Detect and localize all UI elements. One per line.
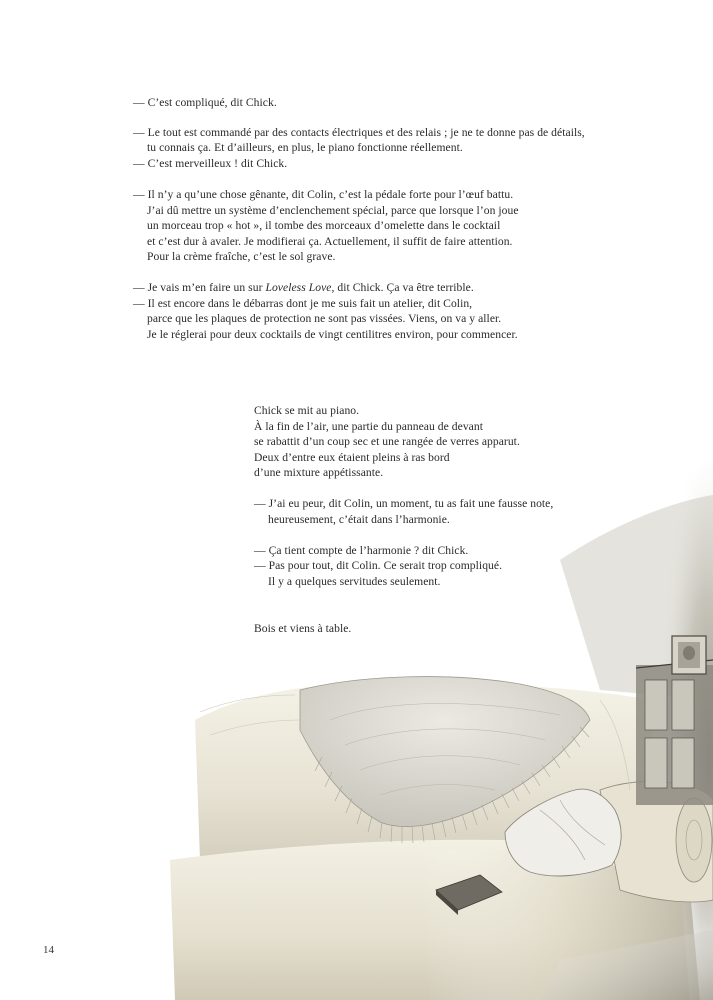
text-line: À la fin de l’air, une partie du panneau de devant — [254, 420, 483, 433]
text-line: Il y a quelques servitudes seulement. — [268, 575, 441, 588]
text-line: Deux d’entre eux étaient pleins à ras bord — [254, 451, 450, 464]
text-line: Pour la crème fraîche, c’est le sol grave. — [147, 250, 336, 263]
text-line: Chick se mit au piano. — [254, 404, 360, 417]
text-line: Bois et viens à table. — [254, 622, 352, 635]
text-line: heureusement, c’était dans l’harmonie. — [268, 513, 450, 526]
text-line: et c’est dur à avaler. Je modifierai ça. Actuellement, il suffit de faire attention. — [147, 235, 513, 248]
text-line: — C’est merveilleux ! dit Chick. — [133, 157, 288, 170]
text-line: tu connais ça. Et d’ailleurs, en plus, le piano fonctionne réellement. — [147, 141, 463, 154]
text-line — [133, 280, 474, 295]
text-line: — Pas pour tout, dit Colin. Ce serait trop compliqué. — [254, 559, 503, 572]
text-line: un morceau trop « hot », il tombe des morceaux d’omelette dans le cocktail — [147, 219, 501, 232]
page-number: 14 — [43, 944, 54, 956]
text-line: — Il est encore dans le débarras dont je me suis fait un atelier, dit Colin, — [133, 297, 473, 310]
text-line: — Le tout est commandé par des contacts électriques et des relais ; je ne te donne pas de détails, — [133, 126, 585, 139]
text-line: Je le réglerai pour deux cocktails de vingt centilitres environ, pour commencer. — [147, 328, 518, 341]
song-title: Loveless Love — [265, 281, 332, 294]
text-fragment: — Je vais m’en faire un sur — [133, 281, 263, 294]
text-line: parce que les plaques de protection ne sont pas vissées. Viens, on va y aller. — [147, 312, 502, 325]
text-line: d’une mixture appétissante. — [254, 466, 384, 479]
text-fragment: , dit Chick. Ça va être terrible. — [331, 281, 474, 294]
text-line: se rabattit d’un coup sec et une rangée de verres apparut. — [254, 435, 520, 448]
text-line: — J’ai eu peur, dit Colin, un moment, tu as fait une fausse note, — [254, 497, 554, 510]
text-line: — Ça tient compte de l’harmonie ? dit Chick. — [254, 544, 469, 557]
text-line: — C’est compliqué, dit Chick. — [133, 96, 277, 109]
text-line: J’ai dû mettre un système d’enclenchement spécial, parce que lorsque l’on joue — [147, 204, 519, 217]
text-line: — Il n’y a qu’une chose gênante, dit Colin, c’est la pédale forte pour l’œuf battu. — [133, 188, 514, 201]
